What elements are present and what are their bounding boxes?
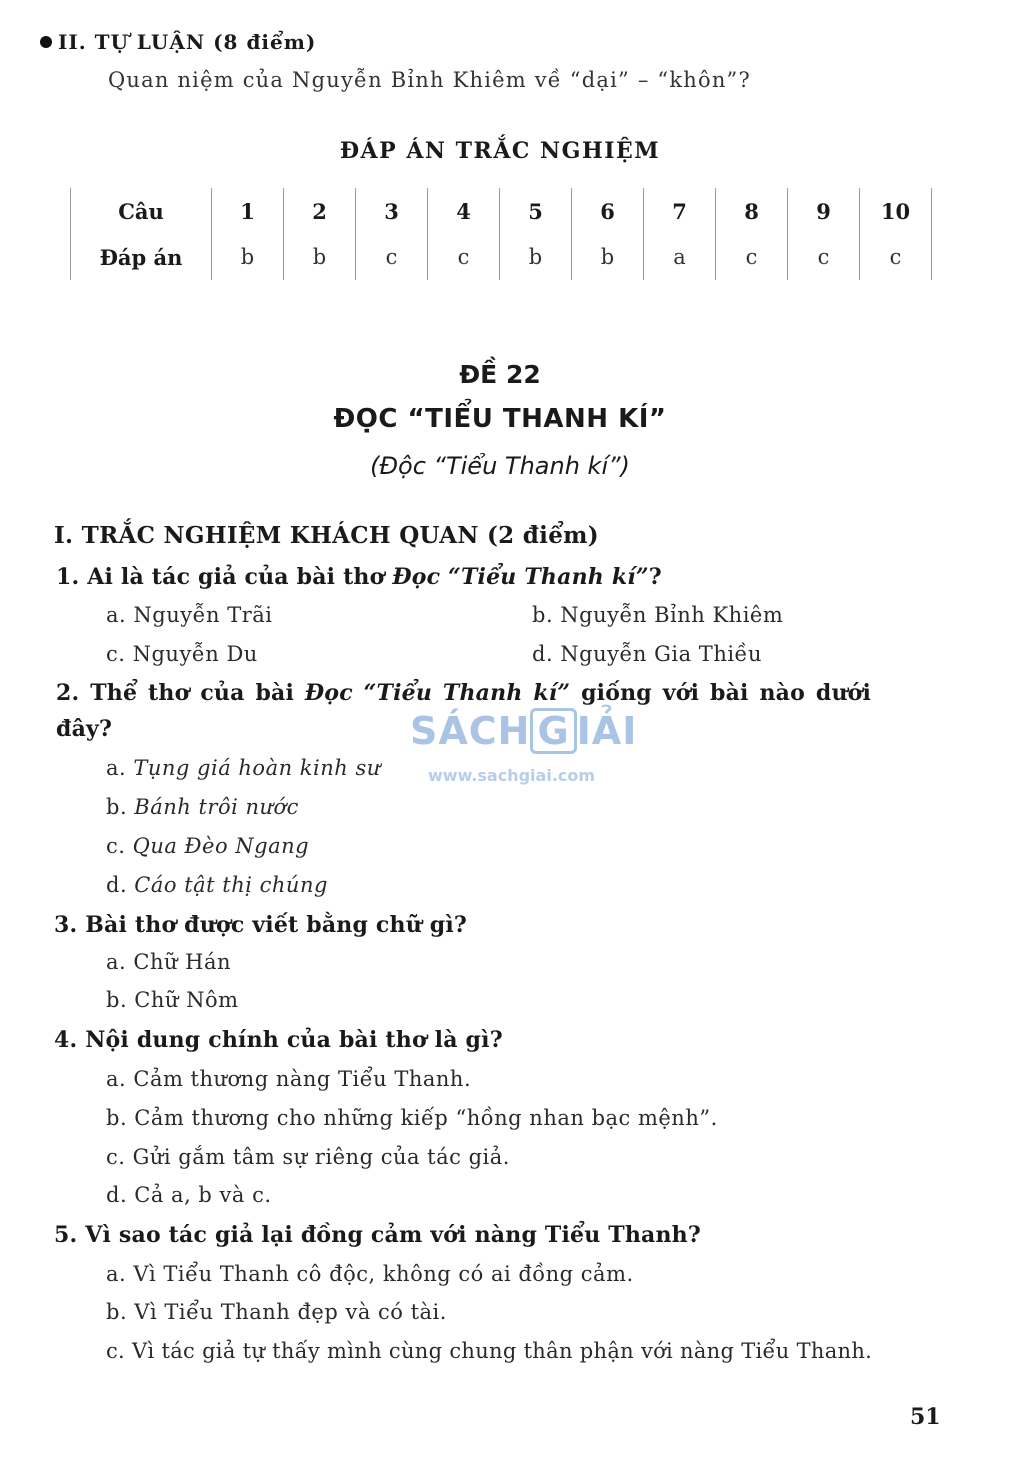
section-title: I. TRẮC NGHIỆM KHÁCH QUAN (2 điểm) [54,522,599,549]
q2-option-a-label: a. [106,756,134,780]
question-2-suffix: giống với bài nào dưới [570,680,872,706]
q5-option-c: c. Vì tác giả tự thấy mình cùng chung thân phận với nàng Tiểu Thanh. [106,1339,873,1363]
answer-cell: b [572,234,644,280]
q2-option-c-title: Qua Đèo Ngang [132,834,310,858]
question-number: 6 [572,188,644,234]
question-number: 1 [212,188,284,234]
q2-option-d [106,873,328,897]
q2-option-d-title: Cáo tật thị chúng [134,873,328,897]
q2-option-c [106,834,309,858]
q2-option-a-title: Tụng giá hoàn kinh sư [133,756,381,780]
q3-option-a: a. Chữ Hán [106,950,232,974]
q1-option-a: a. Nguyễn Trãi [106,603,273,627]
watermark-g-box: G [530,708,576,754]
exam-title: ĐỌC “TIỂU THANH KÍ” [333,404,667,434]
question-5: 5. Vì sao tác giả lại đồng cảm với nàng Tiểu Thanh? [54,1222,701,1248]
q2-option-c-label: c. [106,834,133,858]
question-number: 9 [788,188,860,234]
question-3: 3. Bài thơ được viết bằng chữ gì? [54,912,467,938]
q5-option-a: a. Vì Tiểu Thanh cô độc, không có ai đồng cảm. [106,1262,634,1286]
essay-heading [40,30,316,54]
q1-option-b: b. Nguyễn Bỉnh Khiêm [532,603,784,627]
question-row-label: Câu [71,188,212,234]
answer-cell: c [716,234,788,280]
q3-option-b: b. Chữ Nôm [106,988,239,1012]
question-4: 4. Nội dung chính của bài thơ là gì? [54,1027,503,1053]
question-1-work: Đọc “Tiểu Thanh kí” [392,564,649,590]
answer-cell: b [212,234,284,280]
watermark-logo [410,708,637,754]
question-2-line-1 [56,680,871,706]
question-number: 10 [860,188,932,234]
q4-option-b: b. Cảm thương cho những kiếp “hồng nhan bạc mệnh”. [106,1106,718,1130]
essay-heading-text: II. TỰ LUẬN (8 điểm) [58,30,317,54]
q4-option-a: a. Cảm thương nàng Tiểu Thanh. [106,1067,472,1091]
q1-option-d: d. Nguyễn Gia Thiều [532,642,762,666]
answer-cell: c [788,234,860,280]
question-number: 3 [356,188,428,234]
question-number: 4 [428,188,500,234]
question-2-line-2: đây? [56,716,113,742]
question-number: 2 [284,188,356,234]
answer-key-table [70,188,932,280]
question-2-work: Đọc “Tiểu Thanh kí” [304,680,571,706]
q2-option-b-label: b. [106,795,135,819]
q4-option-c: c. Gửi gắm tâm sự riêng của tác giả. [106,1145,510,1169]
answer-cell: a [644,234,716,280]
answer-key-title: ĐÁP ÁN TRẮC NGHIỆM [339,138,661,164]
answer-row-label: Đáp án [71,234,212,280]
question-1 [56,564,662,590]
question-number: 8 [716,188,788,234]
answer-row [71,234,932,280]
page-number: 51 [910,1404,941,1430]
exam-subtitle: (Độc “Tiểu Thanh kí”) [370,452,630,480]
question-number: 7 [644,188,716,234]
essay-question: Quan niệm của Nguyễn Bỉnh Khiêm về “dại” – “khôn”? [108,68,751,92]
question-1-suffix: ? [648,564,662,590]
watermark-url: www.sachgiai.com [428,766,596,785]
answer-cell: b [500,234,572,280]
q5-option-b: b. Vì Tiểu Thanh đẹp và có tài. [106,1300,447,1324]
watermark-left: SÁCH [410,709,531,753]
answer-cell: c [356,234,428,280]
q2-option-b [106,795,299,819]
answer-cell: c [428,234,500,280]
bullet-mark [40,36,52,48]
q2-option-a [106,756,381,780]
question-1-prefix: 1. Ai là tác giả của bài thơ [56,564,393,590]
q1-option-c: c. Nguyễn Du [106,642,258,666]
q2-option-d-label: d. [106,873,135,897]
watermark-right: IẢI [576,709,638,753]
q4-option-d: d. Cả a, b và c. [106,1183,272,1207]
question-number-row [71,188,932,234]
question-number: 5 [500,188,572,234]
q2-option-b-title: Bánh trôi nước [134,795,299,819]
answer-cell: c [860,234,932,280]
answer-cell: b [284,234,356,280]
exam-number: ĐỀ 22 [459,360,541,389]
question-2-prefix: 2. Thể thơ của bài [56,680,305,706]
